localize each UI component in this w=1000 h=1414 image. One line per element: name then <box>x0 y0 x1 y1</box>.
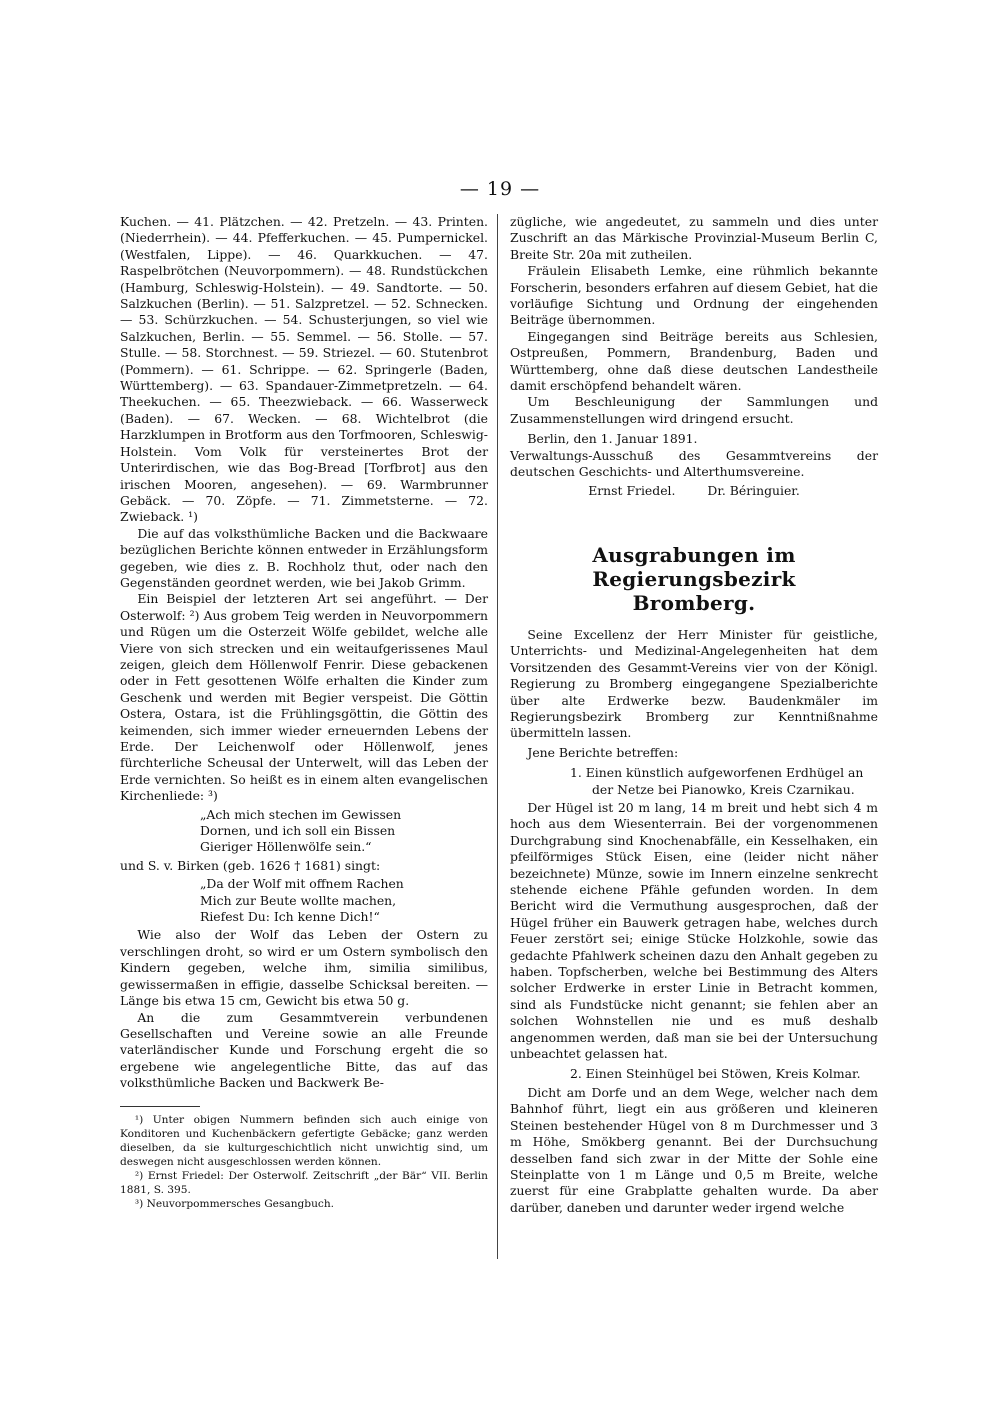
body-paragraph: Jene Berichte betreffen: <box>527 744 679 760</box>
body-paragraph: und S. v. Birken (geb. 1626 † 1681) singt: <box>120 857 381 873</box>
body-paragraph: Fräulein Elisabeth Lemke, eine rühmlich bekannte Forscherin, besonders erfahren auf diesem Gebiet, hat die vorläufige Sichtung und Ordnung der eingehenden Beiträge übernommen. <box>510 263 878 328</box>
signature-name: Ernst Friedel. <box>588 482 676 498</box>
heading-line: Bromberg. <box>632 590 756 615</box>
section-heading <box>510 543 878 615</box>
hymn-verse <box>120 807 488 856</box>
report-item-heading: 2. Einen Steinhügel bei Stöwen, Kreis Kolmar. <box>570 1066 861 1082</box>
column-divider <box>497 214 498 1259</box>
report-item-heading: 1. Einen künstlich aufgeworfenen Erdhügel an der Netze bei Pianowko, Kreis Czarnikau. <box>570 765 864 797</box>
verse-line: „Da der Wolf mit offnem Rachen <box>200 876 404 892</box>
footnote: ¹) Unter obigen Nummern befinden sich auch einige von Konditoren und Kuchenbäckern gefertigte Gebäcke; ganz werden dieselben, da sie kulturgeschichtlich nicht unwichtig sind, um deswegen nicht ausgeschlossen werden können. <box>120 1113 488 1168</box>
footnote: ²) Ernst Friedel: Der Osterwolf. Zeitschrift „der Bär“ VII. Berlin 1881, S. 395. <box>120 1169 488 1196</box>
verse-line: Gieriger Höllenwölfe sein.“ <box>200 839 372 855</box>
appeal-paragraph: An die zum Gesammtverein verbundenen Gesellschaften und Vereine sowie an alle Freunde vaterländischer Kunde und Forschung ergeht die so ergebene wie angelegentliche Bitte, das auf das volksthümliche Backen und Backwerk Be- <box>120 1009 488 1091</box>
signatures <box>510 483 878 499</box>
body-paragraph: Wie also der Wolf das Leben der Ostern zu verschlingen droht, so wird er um Ostern symbolisch den Kindern gegeben, welche ihm, similia similibus, gewissermaßen in effigie, dasselbe Schicksal bereiten. — Länge bis etwa 15 cm, Gewicht bis etwa 50 g. <box>120 927 488 1009</box>
committee-line: Verwaltungs-Ausschuß des Gesammtvereins der deutschen Geschichts- und Alterthumsvereine. <box>510 447 878 480</box>
footnote-rule <box>120 1106 200 1107</box>
date-line: Berlin, den 1. Januar 1891. <box>527 431 698 447</box>
body-paragraph: Der Hügel ist 20 m lang, 14 m breit und hebt sich 4 m hoch aus dem Wiesenterrain. Bei der vorgenommenen Durchgrabung sind Knochenabfälle, ein Kesselhaken, ein pfeilförmiges Stück Eisen, eine (leider nicht näher bezeichnete) Münze, sowie im Innern einzelne senkrecht stehende eichene Pfähle gefunden worden. In dem Bericht wird die Vermuthung ausgesprochen, daß der Hügel früher ein Bauwerk getragen habe, welches durch Feuer zerstört sei; einige Stücke Holzkohle, sowie das gedachte Pfahlwerk scheinen dazu den Anhalt gegeben zu haben. Topfscherben, welche bei Bestimmung des Alters solcher Erdwerke in erster Linie in Betracht kommen, sind als Fundstücke nicht genannt; sie fehlen aber an solchen Wohnstellen nie und es muß deshalb angenommen werden, daß man sie bei der Untersuchung unbeachtet gelassen hat. <box>510 799 878 1062</box>
body-paragraph: Dicht am Dorfe und an dem Wege, welcher nach dem Bahnhof führt, liegt ein aus größeren und kleineren Steinen bestehender Hügel von 8 m Durchmesser und 3 m Höhe, Smökberg genannt. Bei der Durchsuchung desselben fand sich zwar in der Mitte der Sohle eine Steinplatte von 1 m Länge und 0,5 m Breite, welche zuerst für eine Grabplatte gehalten wurde. Da aber darüber, daneben und darunter weder irgend welche <box>510 1084 878 1215</box>
verse-line: Riefest Du: Ich kenne Dich!“ <box>200 909 380 925</box>
body-paragraph: Seine Excellenz der Herr Minister für geistliche, Unterrichts- und Medizinal-Angelegenheiten hat dem Vorsitzenden des Gesammt-Vereins vier von der Königl. Regierung zu Bromberg eingegangene Spezialberichte über alte Erdwerke bezw. Baudenkmäler im Regierungsbezirk Bromberg zur Kenntnißnahme übermitteln lassen. <box>510 626 878 741</box>
footnotes <box>120 1113 488 1211</box>
body-paragraph: Um Beschleunigung der Sammlungen und Zusammenstellungen wird dringend ersucht. <box>510 394 878 426</box>
verse-line: „Ach mich stechen im Gewissen <box>200 806 402 822</box>
signature-name: Dr. Béringuier. <box>707 482 800 498</box>
footnote: ³) Neuvorpommersches Gesangbuch. <box>134 1197 335 1210</box>
pastry-list-paragraph: Kuchen. — 41. Plätzchen. — 42. Pretzeln. — 43. Printen. (Niederrhein). — 44. Pfefferkuchen. — 45. Pumpernickel. (Westfalen, Lippe). — 46. Quarkkuchen. — 47. Raspelbrötchen (Neuvorpommern). — 48. Rundstückchen (Hamburg, Schleswig-Holstein). — 49. Sandtorte. — 50. Salzkuchen (Berlin). — 51. Salzpretzel. — 52. Schnecken. — 53. Schürzkuchen. — 54. Schusterjungen, so viel wie Salzkuchen, Berlin. — 55. Semmel. — 56. Stolle. — 57. Stulle. — 58. Storchnest. — 59. Striezel. — 60. Stutenbrot (Pommern). — 61. Schrippe. — 62. Springerle (Baden, Württemberg). — 63. Spandauer-Zimmetpretzeln. — 64. Theekuchen. — 65. Theezwieback. — 66. Wasserweck (Baden). — 67. Wecken. — 68. Wichtelbrot (die Harzklumpen in Brotform aus den Torfmooren, Schleswig-Holstein. Vom Volk für versteinertes Brot der Unterirdischen, wie das Bog-Bread [Torfbrot] aus den irischen Mooren, angesehen). — 69. Warmbrunner Gebäck. — 70. Zöpfe. — 71. Zimmetsterne. — 72. Zwieback. ¹) <box>120 214 488 525</box>
heading-line: Ausgrabungen im Regierungsbezirk <box>592 542 796 591</box>
body-paragraph: zügliche, wie angedeutet, zu sammeln und dies unter Zuschrift an das Märkische Provinzial-Museum Berlin C, Breite Str. 20a mit zutheilen. <box>510 214 878 262</box>
page-number: — 19 — <box>459 178 541 200</box>
body-paragraph: Die auf das volksthümliche Backen und die Backwaare bezüglichen Berichte können entweder in Erzählungsform gegeben, wie dies z. B. Rochholz thut, oder nach den Gegenständen geordnet werden, wie bei Jakob Grimm. <box>120 525 488 590</box>
osterwolf-paragraph: Ein Beispiel der letzteren Art sei angeführt. — Der Osterwolf: ²) Aus grobem Teig werden in Neuvorpommern und Rügen um die Osterzeit Wölfe gebildet, welche alle Viere von sich strecken und ein weitaufgerissenes Maul zeigen, gleich dem Höllenwolf Fenrir. Diese gebackenen oder in Fett gesottenen Wölfe erhalten die Kinder zum Geschenk und werden mit Begier verspeist. Die Göttin Ostera, Ostara, ist die Frühlingsgöttin, die Göttin des keimenden, sich immer wieder erneuernden Lebens der Erde. Der Leichenwolf oder Höllenwolf, jenes fürchterliche Scheusal der Unterwelt, will das Leben der Erde vernichten. So heißt es in einem alten evangelischen Kirchenliede: ³) <box>120 591 488 804</box>
birken-verse <box>120 876 488 925</box>
verse-line: Mich zur Beute wollte machen, <box>200 892 397 908</box>
body-paragraph: Eingegangen sind Beiträge bereits aus Schlesien, Ostpreußen, Pommern, Brandenburg, Baden und Württemberg, ohne daß diese deutschen Landestheile damit erschöpfend behandelt wären. <box>510 328 878 394</box>
left-column <box>120 214 488 1211</box>
right-column <box>510 214 878 1216</box>
verse-line: Dornen, und ich soll ein Bissen <box>200 823 396 839</box>
